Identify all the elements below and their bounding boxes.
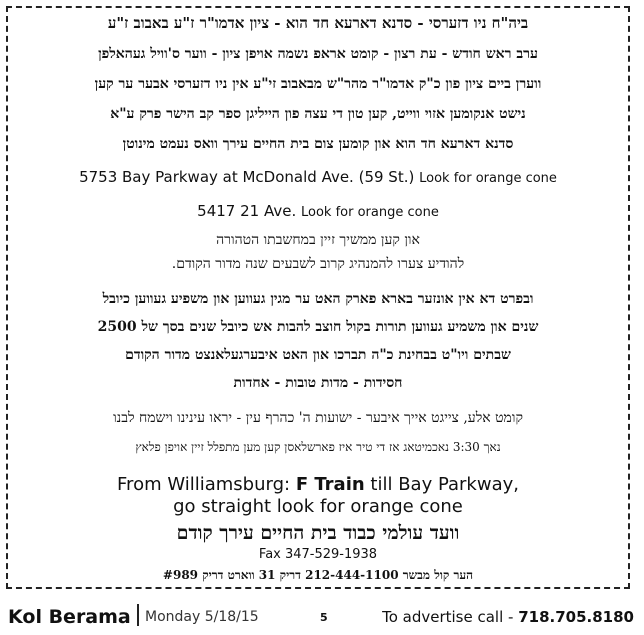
- advertise-label: To advertise call -: [382, 608, 519, 626]
- directions-train: F Train: [295, 474, 365, 495]
- notice-line-10: חסידות - מדות טובות - אחדות: [233, 375, 403, 391]
- notice-line-8: שנים און משמיע געווען תורות בקול חוצב להבות אש כיובל שנים בסך של 2500: [97, 319, 539, 335]
- address-1: [8, 168, 628, 186]
- notice-line-12: נאך 3:30 נאכמיטאג אז די טיר איז פארשלאסן קען מען מתפלל זיין אויפן פלאץ: [135, 440, 501, 454]
- footer-divider: [137, 604, 139, 626]
- page-footer: [0, 598, 644, 632]
- notice-line-2: ווערן ביים ציון פון כ"ק אדמו"ר מהר"ש מבאבוב זי"ע אין ניו דזערסי אבער ער קען: [94, 76, 542, 92]
- address-2-note: Look for orange cone: [301, 205, 439, 220]
- address-2: [8, 202, 628, 220]
- directions-suffix: till Bay Parkway,: [364, 474, 519, 495]
- brand-logo: Kol Berama: [8, 606, 131, 628]
- advertise-phone: 718.705.8180: [518, 608, 634, 626]
- issue-date: Monday 5/18/15: [145, 609, 259, 625]
- notice-title: ביה"ח ניו דזערסי - סדנא דארעא חד הוא - ציון אדמו"ר ז"ע באבוב ז"ע: [107, 14, 529, 32]
- contact-line: הער קול מבשר 212-444-1100 דריק 31 ווארט דריק #989: [162, 568, 474, 582]
- notice-line-6: להודיע צערו להמנהיג קרוב לשבעים שנה מדור הקודם.: [171, 256, 465, 272]
- address-1-street: 5753 Bay Parkway at McDonald Ave. (59 St.): [79, 168, 415, 186]
- notice-line-11: קומט אלע, צייגט אייך איבער - ישועות ה' כהרף עין - יראו עינינו וישמח לבנו: [113, 410, 523, 426]
- address-1-note: Look for orange cone: [419, 171, 557, 186]
- notice-line-5: און קען ממשיך זיין במחשבתו הטהורה: [216, 232, 420, 248]
- notice-box: [6, 6, 630, 589]
- advertise-line: [382, 608, 634, 626]
- notice-line-9: שבתים ויו"ט בבחינת כ"ה תברכו און האט איבערגעלאנצט מדור הקודם: [125, 347, 511, 363]
- page-number: 5: [320, 611, 328, 624]
- directions-prefix: From Williamsburg:: [117, 474, 296, 495]
- notice-line-7: ובפרט דא אין אונזער בארא פארק האט ער מגין געווען און משפיע געווען כיובל: [102, 291, 534, 307]
- notice-line-1: ערב ראש חודש - עת רצון - קומט אראפ נשמה אויפן ציון - ווער ס'וויל געהאלפן: [98, 46, 538, 62]
- address-2-street: 5417 21 Ave.: [197, 202, 297, 220]
- council-name: וועד עולמי כבוד בית החיים עירך קודם: [176, 522, 460, 544]
- notice-line-4: סדנא דארעא חד הוא און קומען צום בית החיים עירך וואס נעמט מינוטן: [122, 136, 514, 152]
- fax-number: Fax 347-529-1938: [258, 547, 378, 562]
- directions-line-2: go straight look for orange cone: [173, 496, 463, 517]
- directions-line-1: [8, 474, 628, 495]
- notice-line-3: נישט אנקומען אזוי ווייט, קען טון די עצה פון הייליגן ספר קב הישר פרק ע"א: [110, 106, 526, 122]
